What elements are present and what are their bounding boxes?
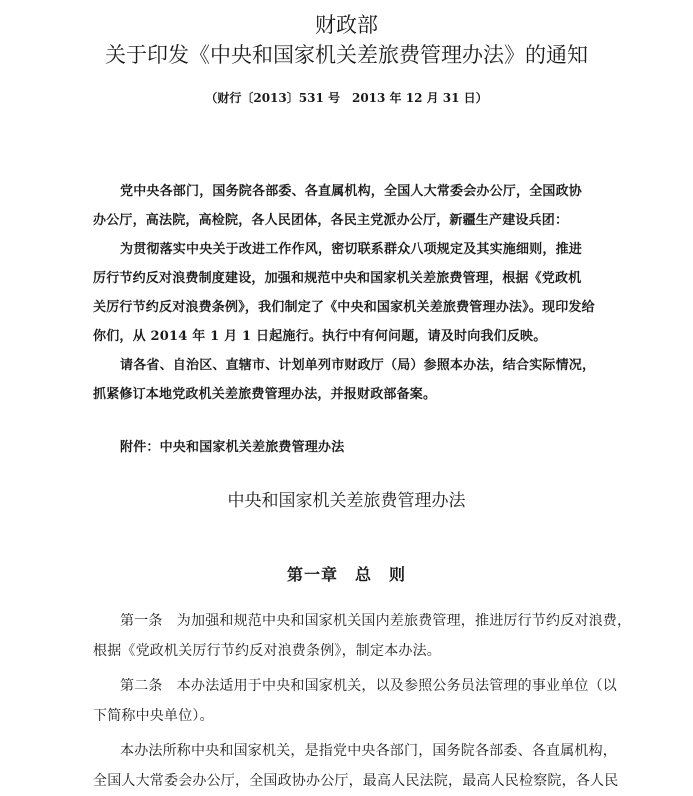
addressee-line-1: 党中央各部门，国务院各部委、各直属机构，全国人大常委会办公厅，全国政协	[120, 184, 583, 199]
addressee-line-2: 办公厅，高法院，高检院，各人民团体，各民主党派办公厅，新疆生产建设兵团：	[93, 213, 569, 228]
notice-para1-line-3: 关厉行节约反对浪费条例》，我们制定了《中央和国家机关差旅费管理办法》。现印发给	[93, 300, 595, 315]
attachment-line: 附件：中央和国家机关差旅费管理办法	[120, 440, 345, 455]
article2-line-1: 第二条 本办法适用于中央和国家机关，以及参照公务员法管理的事业单位（以	[120, 678, 617, 694]
notice-para1-line-1: 为贯彻落实中央关于改进工作作风，密切联系群众八项规定及其实施细则，推进	[120, 242, 583, 257]
article2-para2-line-1: 本办法所称中央和国家机关，是指党中央各部门，国务院各部委、各直属机构，	[120, 743, 617, 759]
article1-line-2: 根据《党政机关厉行节约反对浪费条例》，制定本办法。	[93, 643, 441, 659]
notice-para2-line-2: 抓紧修订本地党政机关差旅费管理办法，并报财政部备案。	[93, 387, 437, 402]
document-title-main: 关于印发《中央和国家机关差旅费管理办法》的通知	[105, 43, 588, 67]
notice-para1-line-4: 你们，从 2014 年 1 月 1 日起施行。执行中有何问题，请及时向我们反映。	[93, 329, 547, 344]
document-title-issuer: 财政部	[315, 13, 378, 37]
article2-para2-line-2: 全国人大常委会办公厅，全国政协办公厅，最高人民法院，最高人民检察院，各人民	[93, 773, 619, 789]
article1-line-1: 第一条 为加强和规范中央和国家机关国内差旅费管理，推进厉行节约反对浪费，	[120, 613, 632, 629]
article2-line-2: 下简称中央单位）。	[93, 708, 214, 724]
notice-para1-line-2: 厉行节约反对浪费制度建设，加强和规范中央和国家机关差旅费管理，根据《党政机	[93, 271, 582, 286]
chapter-title: 第一章 总 则	[286, 565, 406, 584]
notice-para2-line-1: 请各省、自治区、直辖市、计划单列市财政厅（局）参照本办法，结合实际情况，	[120, 358, 596, 373]
regulation-title: 中央和国家机关差旅费管理办法	[227, 491, 466, 511]
document-reference: （财行〔2013〕531 号 2013 年 12 月 31 日）	[205, 91, 488, 105]
